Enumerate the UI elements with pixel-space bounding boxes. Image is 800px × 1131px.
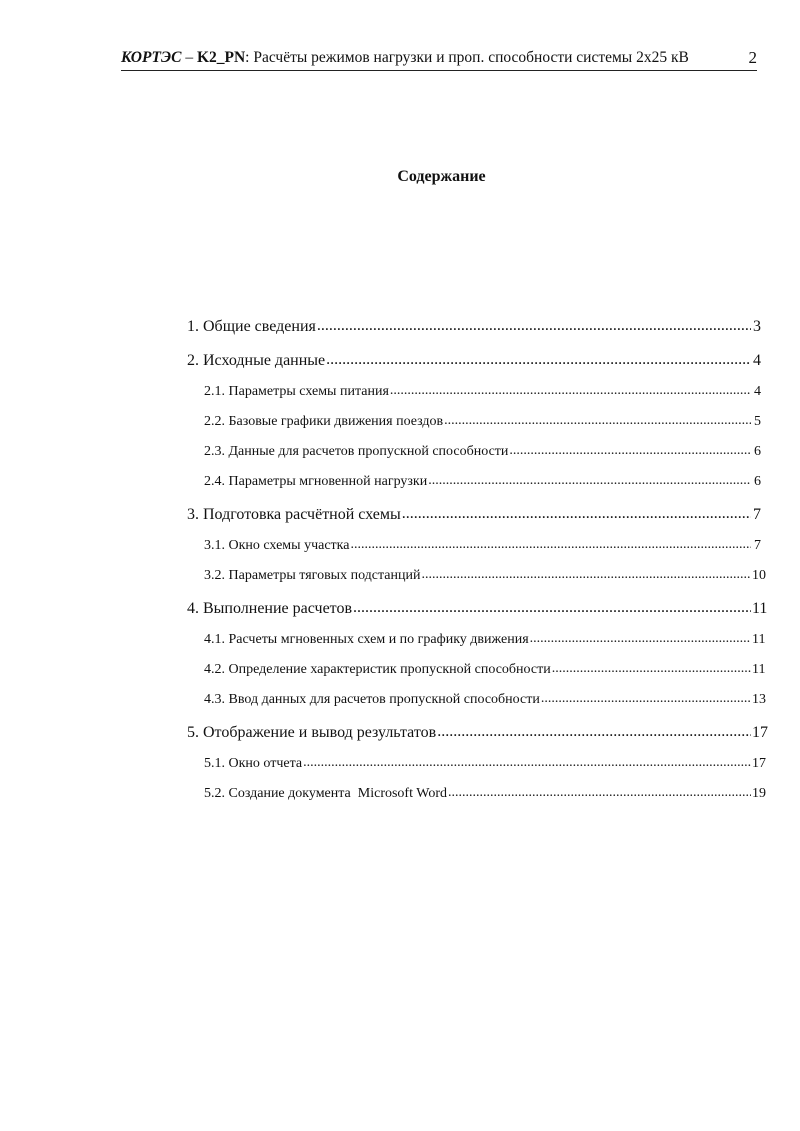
- toc-entry-text: 2.2. Базовые графики движения поездов: [204, 414, 444, 429]
- toc-entry[interactable]: [187, 720, 768, 754]
- toc-leader: [303, 755, 751, 771]
- toc-entry-page: 6: [754, 444, 761, 459]
- toc-entry-text: 3. Подготовка расчётной схемы: [187, 506, 401, 523]
- toc-entry-text: 3.1. Окно схемы участка: [204, 538, 350, 553]
- toc-entry-text: 4.2. Определение характеристик пропускной способности: [204, 662, 551, 677]
- header-brand: КОРТЭС: [121, 49, 182, 66]
- toc-entry-page: 3: [753, 318, 761, 335]
- toc-subentry[interactable]: [187, 754, 766, 784]
- toc-subentry[interactable]: [187, 472, 761, 502]
- toc-leader: [317, 317, 751, 335]
- toc-leader: [353, 599, 751, 617]
- header-subtitle: : Расчёты режимов нагрузки и проп. способности системы 2х25 кВ: [245, 49, 689, 66]
- toc-subentry[interactable]: [187, 566, 766, 596]
- page-number: 2: [748, 48, 757, 67]
- toc-title: Содержание: [397, 168, 486, 185]
- toc-subentry[interactable]: [187, 690, 766, 720]
- toc-entry-page: 10: [752, 568, 766, 583]
- toc-entry-page: 5: [754, 414, 761, 429]
- toc-entry-page: 17: [752, 756, 766, 771]
- toc-entry-text: 2.3. Данные для расчетов пропускной способности: [204, 444, 509, 459]
- toc-entry-page: 11: [752, 632, 766, 647]
- toc-entry-page: 13: [752, 692, 766, 707]
- toc-entry-text: 2. Исходные данные: [187, 352, 326, 369]
- toc-leader: [448, 785, 751, 801]
- table-of-contents: [187, 314, 768, 814]
- toc-subentry[interactable]: [187, 784, 766, 814]
- toc-leader: [552, 661, 751, 677]
- header-code: K2_PN: [196, 49, 246, 66]
- toc-entry-text: 5. Отображение и вывод результатов: [187, 724, 437, 741]
- toc-leader: [350, 537, 751, 553]
- toc-entry-page: 6: [754, 474, 761, 489]
- toc-leader: [541, 691, 751, 707]
- toc-subentry[interactable]: [187, 630, 766, 660]
- toc-entry[interactable]: [187, 596, 768, 630]
- toc-entry-text: 5.1. Окно отчета: [204, 756, 303, 771]
- page-header: [121, 48, 757, 71]
- toc-entry-text: 4. Выполнение расчетов: [187, 600, 353, 617]
- toc-subentry[interactable]: [187, 412, 761, 442]
- toc-leader: [326, 351, 751, 369]
- toc-entry-page: 17: [752, 724, 768, 741]
- toc-leader: [444, 413, 751, 429]
- toc-entry-page: 19: [752, 786, 766, 801]
- toc-entry-text: 4.3. Ввод данных для расчетов пропускной способности: [204, 692, 540, 707]
- header-separator: –: [181, 49, 197, 66]
- toc-entry[interactable]: [187, 348, 761, 382]
- toc-leader: [390, 383, 751, 399]
- toc-subentry[interactable]: [187, 660, 766, 690]
- toc-entry-text: 2.1. Параметры схемы питания: [204, 384, 389, 399]
- toc-entry-text: 5.2. Создание документа Microsoft Word: [204, 786, 447, 801]
- toc-leader: [437, 723, 751, 741]
- toc-entry-page: 7: [754, 538, 761, 553]
- toc-entry-page: 4: [753, 352, 761, 369]
- toc-entry-page: 11: [752, 600, 768, 617]
- toc-leader: [530, 631, 751, 647]
- toc-entry-text: 4.1. Расчеты мгновенных схем и по графику движения: [204, 632, 529, 647]
- toc-subentry[interactable]: [187, 442, 761, 472]
- toc-subentry[interactable]: [187, 382, 761, 412]
- toc-subentry[interactable]: [187, 536, 761, 566]
- toc-entry-page: 11: [752, 662, 766, 677]
- toc-leader: [402, 505, 751, 523]
- toc-leader: [428, 473, 751, 489]
- toc-entry-page: 4: [754, 384, 761, 399]
- toc-entry-page: 7: [753, 506, 761, 523]
- toc-entry[interactable]: [187, 502, 761, 536]
- header-title: [121, 49, 689, 67]
- toc-entry-text: 3.2. Параметры тяговых подстанций: [204, 568, 421, 583]
- toc-entry[interactable]: [187, 314, 761, 348]
- toc-leader: [509, 443, 751, 459]
- toc-entry-text: 2.4. Параметры мгновенной нагрузки: [204, 474, 428, 489]
- toc-leader: [422, 567, 752, 583]
- toc-entry-text: 1. Общие сведения: [187, 318, 316, 335]
